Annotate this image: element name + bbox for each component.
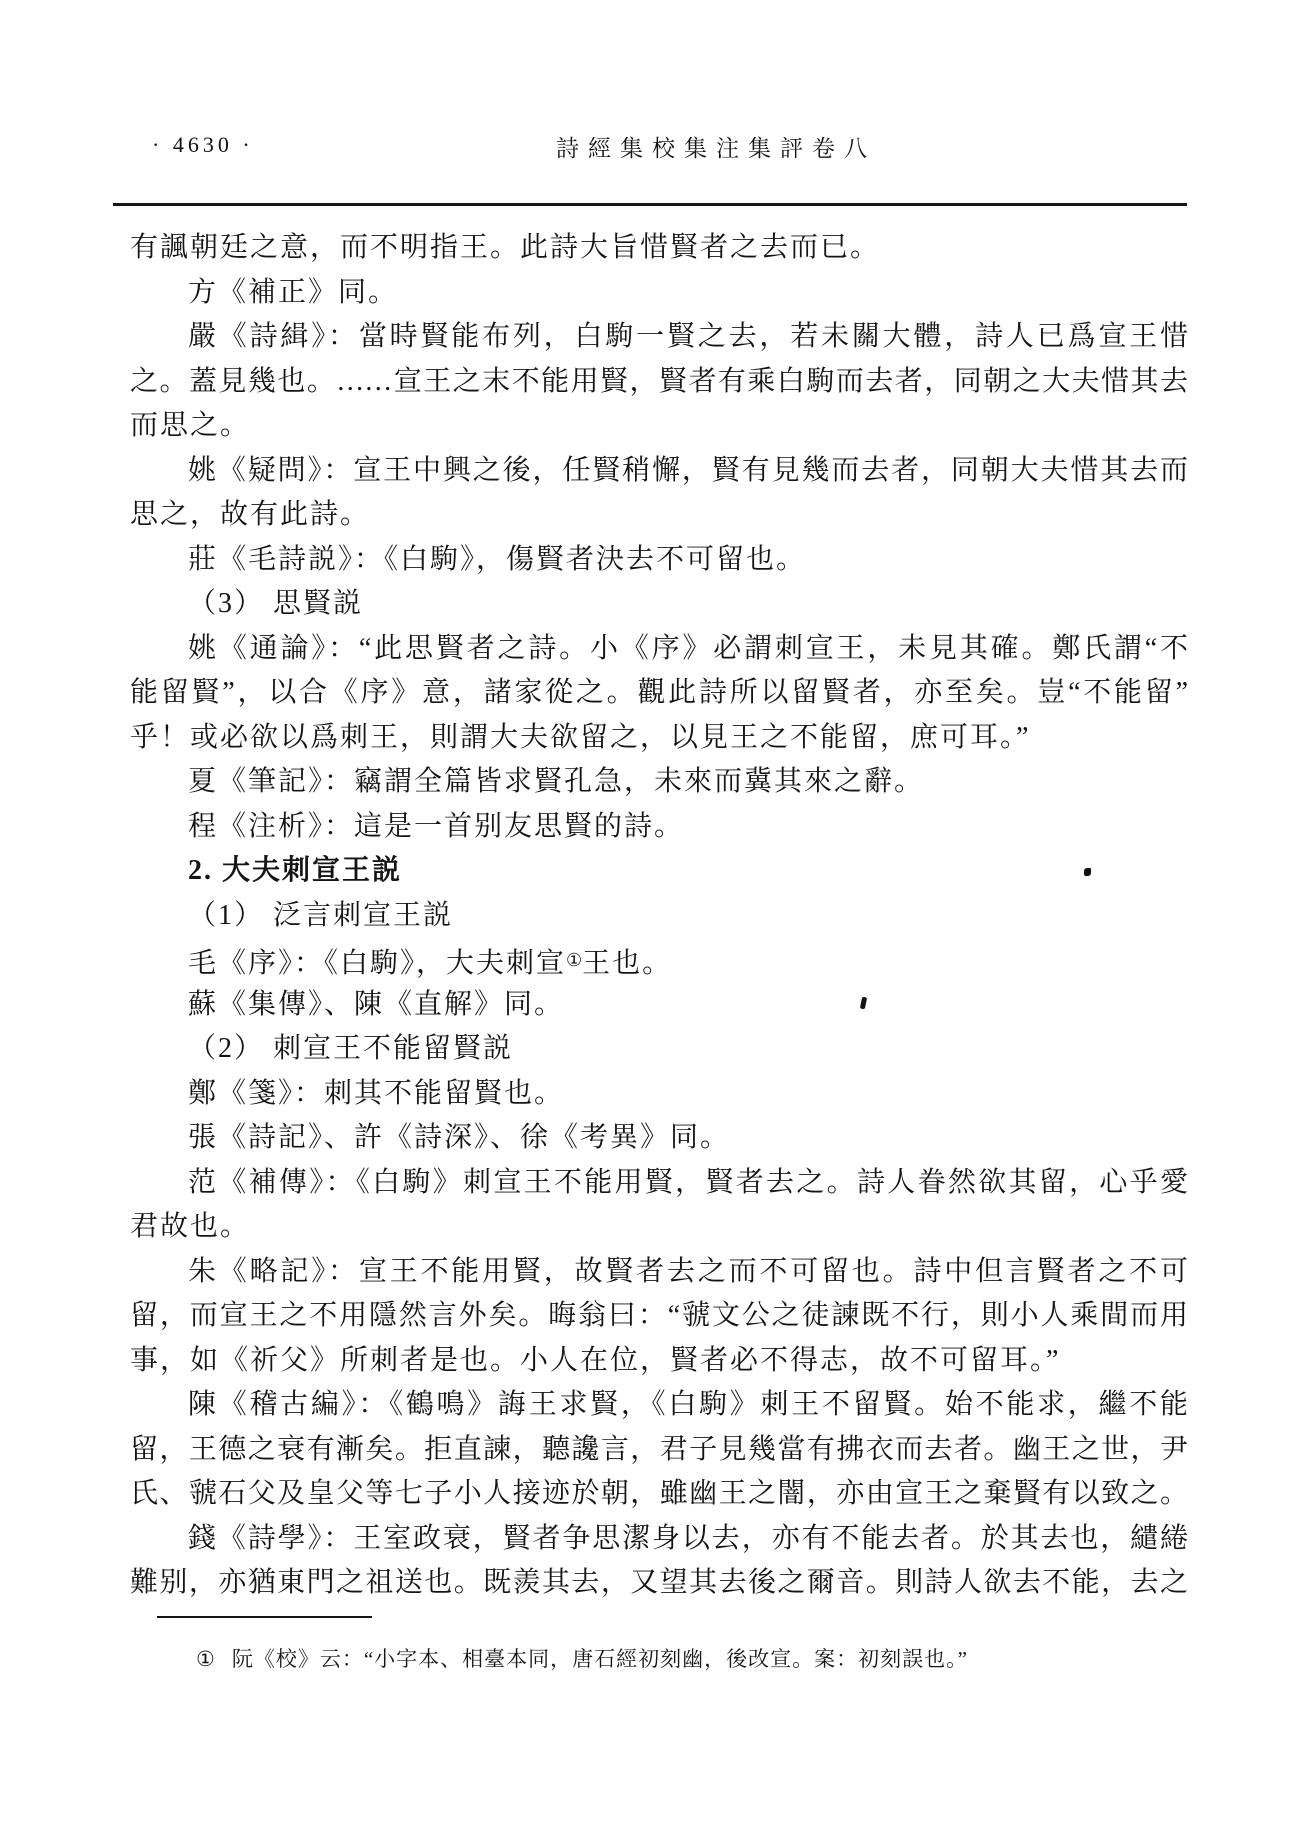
text-line: 張《詩記》、許《詩深》、徐《考異》同。 [188, 1122, 731, 1153]
footnote-marker: ① [196, 1647, 216, 1671]
text-line: 鄭《箋》：刺其不能留賢也。 [188, 1077, 565, 1109]
text-line: 蘇《集傳》、陳《直解》同。 [188, 988, 565, 1020]
running-title: 詩經集校集注集評卷八 [556, 136, 876, 161]
text-line: （2） 刺宣王不能留賢説 [188, 1033, 514, 1064]
text-line: 有諷朝廷之意，而不明指王。此詩大旨惜賢者之去而已。 [130, 232, 881, 263]
text-line: 之。蓋見幾也。……宣王之末不能用賢，賢者有乘白駒而去者，同朝之大夫惜其去 [130, 365, 1188, 397]
text-segment: 王也。 [582, 948, 673, 979]
footnote-text: 阮《校》云：“小字本、相臺本同，唐石經初刻幽，後改宣。案：初刻誤也。” [231, 1647, 968, 1671]
text-line: 難别，亦猶東門之祖送也。既羨其去，又望其去後之爾音。則詩人欲去不能，去之 [130, 1567, 1188, 1598]
text-line: （3） 思賢説 [188, 588, 364, 619]
footnote [196, 1642, 1186, 1676]
section-heading: 2. 大夫刺宣王説 [188, 855, 403, 886]
scan-speck [1084, 868, 1091, 876]
running-head [0, 130, 1300, 164]
footnote-rule [157, 1616, 372, 1618]
page-number: · 4630 · [152, 132, 254, 157]
header-rule [113, 203, 1187, 206]
text-line: 嚴《詩緝》：當時賢能布列，白駒一賢之去，若未關大體，詩人已爲宣王惜 [188, 321, 1188, 352]
text-line: 莊《毛詩説》：《白駒》，傷賢者決去不可留也。 [188, 543, 807, 575]
footnote-ref-mark: ① [566, 950, 583, 970]
text-line: （1） 泛言刺宣王説 [188, 899, 454, 931]
text-line: 錢《詩學》：王室政衰，賢者争思潔身以去，亦有不能去者。於其去也，繾綣 [188, 1522, 1188, 1554]
text-line: 程《注析》：這是一首别友思賢的詩。 [188, 810, 685, 842]
text-line: 氏、虢石父及皇父等七子小人接迹於朝，雖幽王之闇，亦由宣王之棄賢有以致之。 [130, 1478, 1188, 1509]
text-line: 而思之。 [130, 410, 251, 441]
text-line: 姚《疑問》：宣王中興之後，任賢稍懈，賢有見幾而去者，同朝大夫惜其去而 [188, 454, 1188, 486]
text-line: 朱《略記》：宣王不能用賢，故賢者去之而不可留也。詩中但言賢者之不可 [188, 1255, 1188, 1287]
text-segment: 毛《序》：《白駒》，大夫刺宣 [188, 948, 567, 979]
text-line: 留，而宣王之不用隱然言外矣。晦翁曰：“虢文公之徒諫既不行，則小人乘間而用 [130, 1300, 1188, 1331]
text-line: 君故也。 [130, 1211, 251, 1242]
text-line: 留，王德之衰有漸矣。拒直諫，聽讒言，君子見幾當有拂衣而去者。幽王之世，尹 [130, 1433, 1188, 1465]
body-text [130, 226, 1188, 1606]
text-line: 陳《稽古編》：《鶴鳴》誨王求賢，《白駒》刺王不留賢。始不能求，繼不能 [188, 1389, 1188, 1420]
text-line: 范《補傳》：《白駒》刺宣王不能用賢，賢者去之。詩人眷然欲其留，心乎愛 [188, 1166, 1188, 1198]
text-line: 乎！或必欲以爲刺王，則謂大夫欲留之，以見王之不能留，庶可耳。” [130, 721, 1031, 753]
text-line: 方《補正》同。 [188, 276, 399, 308]
text-line: 姚《通論》：“此思賢者之詩。小《序》必謂刺宣王，未見其確。鄭氏謂“不 [188, 632, 1188, 664]
text-line: 能留賢”，以合《序》意，諸家從之。觀此詩所以留賢者，亦至矣。豈“不能留” [130, 677, 1188, 708]
text-line: 事，如《祈父》所刺者是也。小人在位，賢者必不得志，故不可留耳。” [130, 1344, 1061, 1376]
text-line [130, 938, 1188, 983]
text-line: 思之，故有此詩。 [130, 499, 371, 530]
text-line: 夏《筆記》：竊謂全篇皆求賢孔急，未來而冀其來之辭。 [188, 766, 925, 797]
